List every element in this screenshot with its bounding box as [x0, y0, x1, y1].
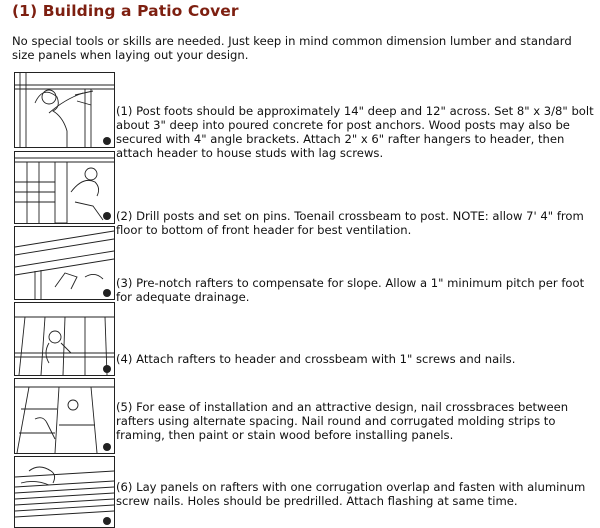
- step-2: [14, 151, 596, 237]
- step-6: [14, 456, 596, 528]
- step-4-illustration: [14, 302, 115, 376]
- step-4: [14, 302, 596, 376]
- page-title: (1) Building a Patio Cover: [12, 2, 239, 20]
- step-1: [14, 72, 596, 160]
- step-4-text: (4) Attach rafters to header and crossbeam with 1" screws and nails.: [116, 352, 516, 366]
- step-6-illustration: [14, 456, 115, 528]
- step-2-illustration: [14, 151, 115, 224]
- step-1-illustration: [14, 72, 115, 148]
- intro-paragraph: No special tools or skills are needed. Just keep in mind common dimension lumber and standard size panels when laying out your design.: [12, 34, 572, 62]
- step-1-text: (1) Post foots should be approximately 14" deep and 12" across. Set 8" x 3/8" bolt about 3" deep into poured concrete for post anchors. Wood posts may also be secured with 4" angle brackets. Attach 2" x 6" rafter hangers to header, then attach header to house studs with lag screws.: [116, 104, 594, 160]
- step-5-illustration: [14, 378, 115, 454]
- step-2-text: (2) Drill posts and set on pins. Toenail crossbeam to post. NOTE: allow 7' 4" from floor to bottom of front header for best ventilation.: [116, 209, 584, 237]
- step-5: [14, 378, 596, 454]
- step-5-text: (5) For ease of installation and an attractive design, nail crossbraces between rafters using alternate spacing. Nail round and corrugated molding strips to framing, then paint or stain wood before installing panels.: [116, 400, 569, 442]
- step-3-illustration: [14, 226, 115, 300]
- step-3-text: (3) Pre-notch rafters to compensate for slope. Allow a 1" minimum pitch per foot for adequate drainage.: [116, 276, 585, 304]
- step-3: [14, 226, 596, 304]
- step-6-text: (6) Lay panels on rafters with one corrugation overlap and fasten with aluminum screw nails. Holes should be predrilled. Attach flashing at same time.: [116, 480, 586, 508]
